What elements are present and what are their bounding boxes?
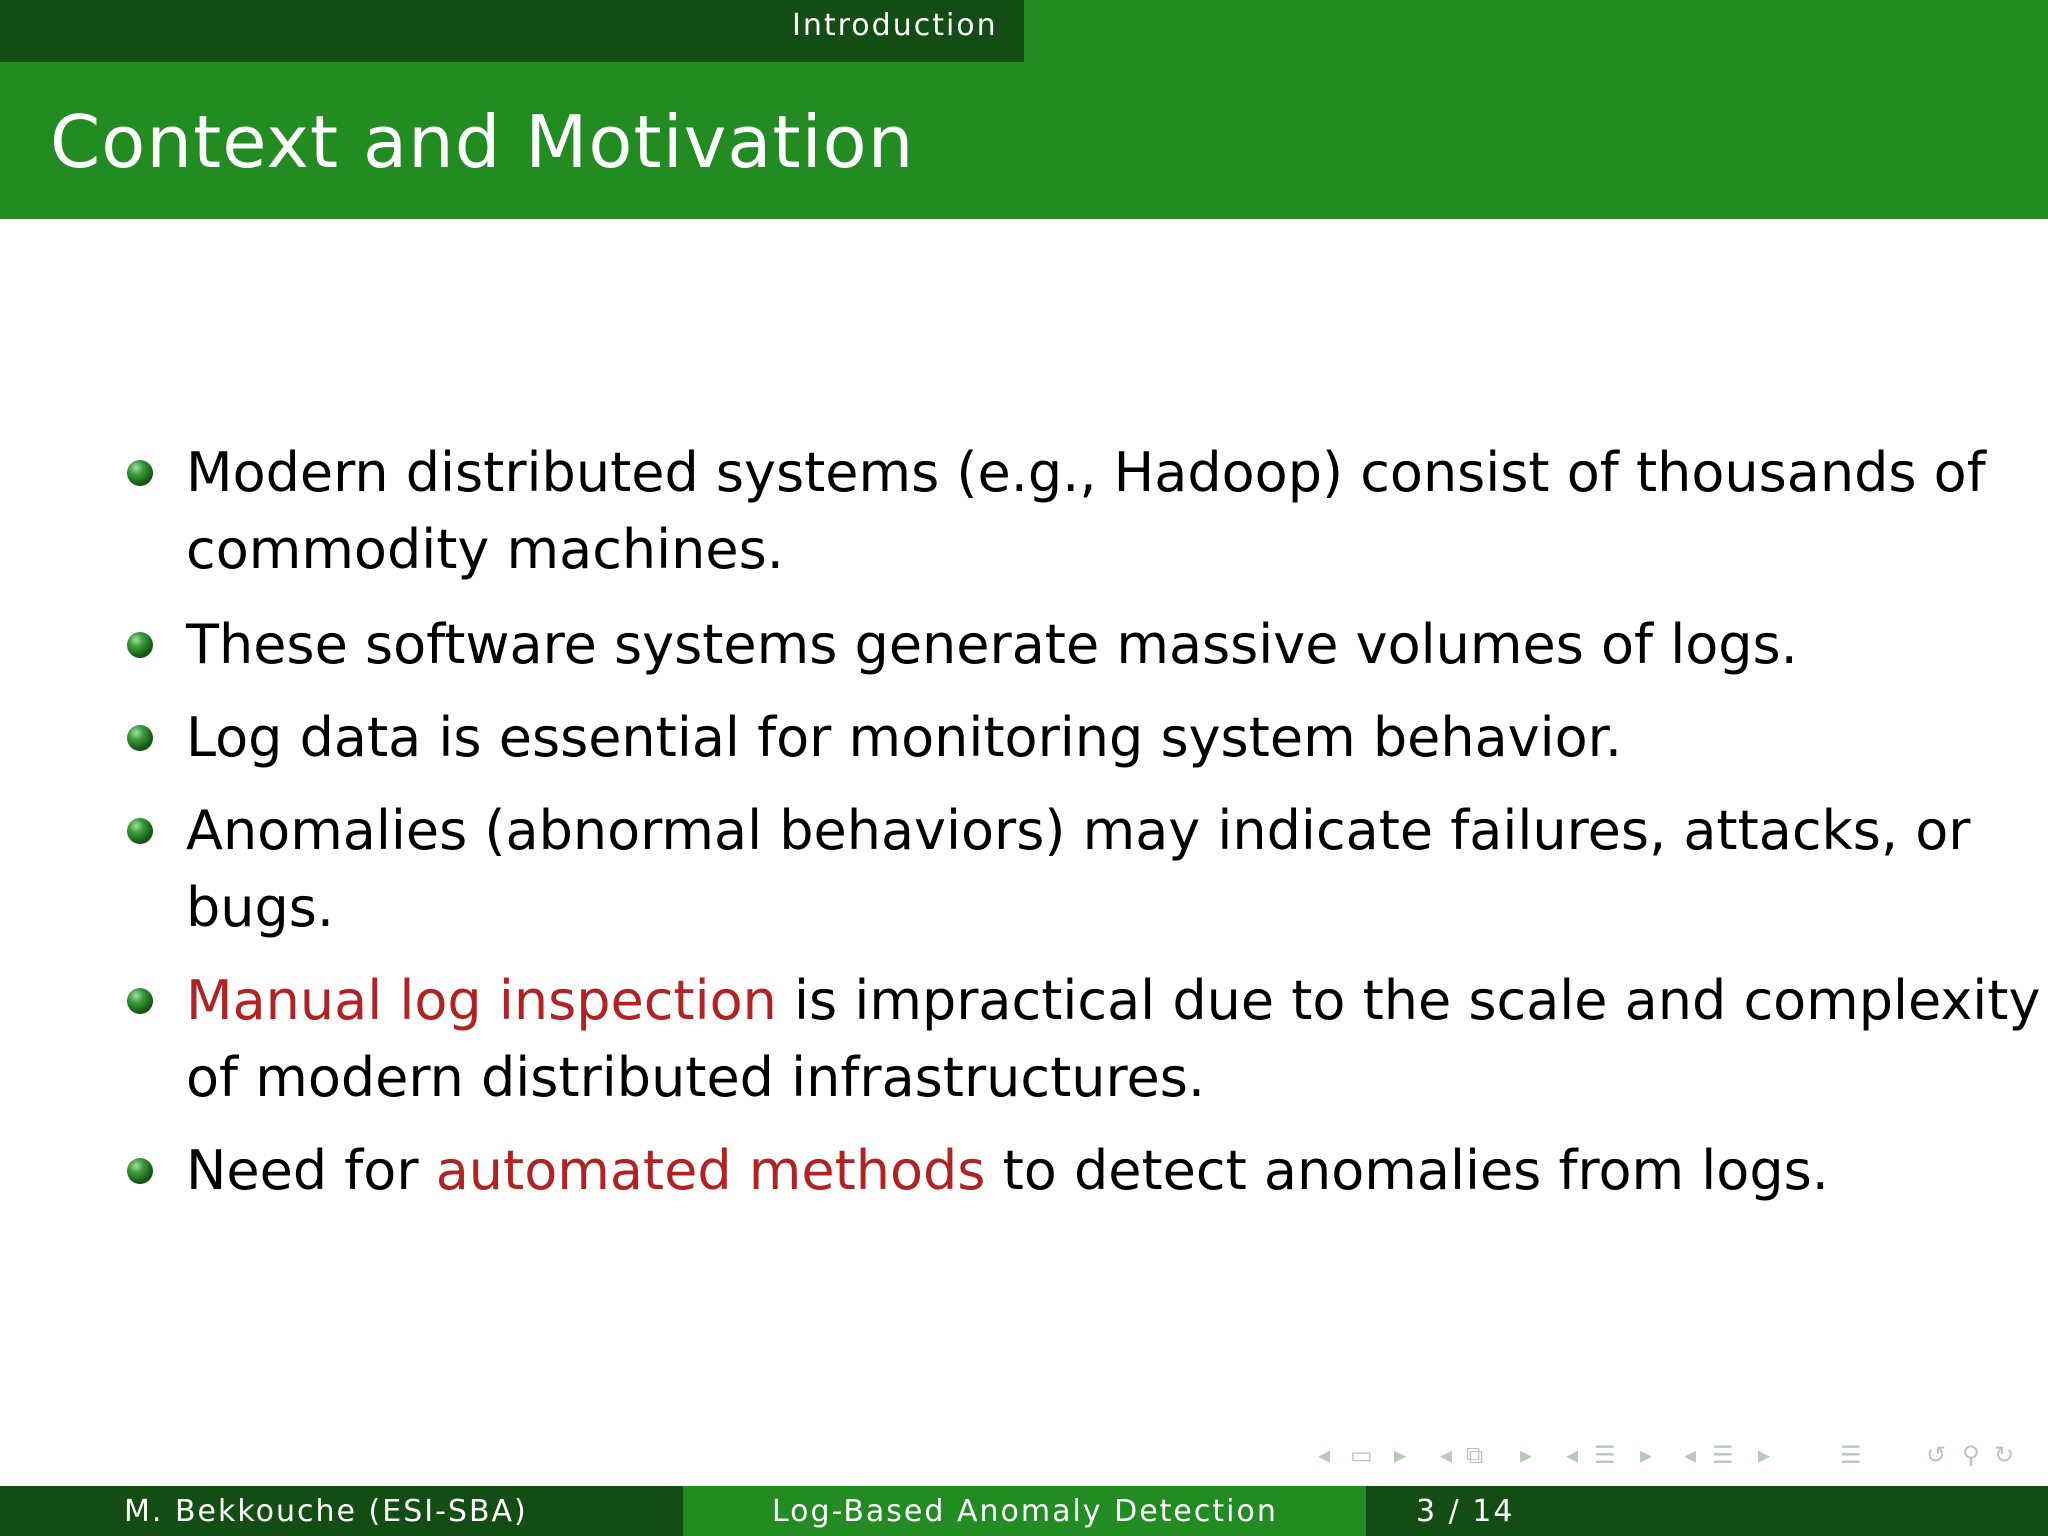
item-line: commodity machines.	[186, 518, 784, 581]
subsection-prev-icon[interactable]: ◂	[1566, 1441, 1579, 1469]
footer-page-box	[1366, 1486, 2048, 1536]
frame-next-icon[interactable]: ▸	[1520, 1441, 1533, 1469]
item-line: These software systems generate massive volumes of logs.	[186, 613, 1798, 676]
footer-title-box	[683, 1486, 1366, 1536]
bullet-icon	[127, 725, 153, 751]
bullet-icon	[127, 460, 153, 486]
slide-icon[interactable]: ▭	[1350, 1441, 1373, 1469]
page-number: 3 / 14	[1416, 1494, 1515, 1529]
subsection-icon[interactable]: ☰	[1594, 1441, 1616, 1469]
outline-icon[interactable]: ☰	[1840, 1441, 1862, 1469]
item-text	[186, 434, 1986, 588]
item-text	[186, 699, 1976, 776]
footline	[0, 1486, 2048, 1536]
item-text	[186, 792, 1976, 946]
footer-author: M. Bekkouche (ESI-SBA)	[124, 1494, 528, 1529]
bullet-icon	[127, 818, 153, 844]
section-prev-icon[interactable]: ◂	[1684, 1441, 1697, 1469]
frame-prev-icon[interactable]: ◂	[1440, 1441, 1453, 1469]
item-line	[186, 962, 2041, 1039]
section-next-icon[interactable]: ▸	[1758, 1441, 1771, 1469]
item-text-segment: is impractical due to the scale and complexity	[776, 969, 2041, 1032]
item-line: Log data is essential for monitoring system behavior.	[186, 706, 1623, 769]
item-line: of modern distributed infrastructures.	[186, 1046, 1206, 1109]
search-icon[interactable]: ⚲	[1962, 1441, 1980, 1469]
item-text	[186, 962, 2041, 1116]
item-line: Anomalies (abnormal behaviors) may indicate failures, attacks, or	[186, 799, 1971, 862]
slide-prev-icon[interactable]: ◂	[1318, 1441, 1331, 1469]
section-link[interactable]: Introduction	[792, 8, 998, 43]
frame-icon[interactable]: ⧉	[1466, 1441, 1484, 1469]
footer-title: Log-Based Anomaly Detection	[772, 1494, 1278, 1529]
undo-icon[interactable]: ↺	[1926, 1441, 1947, 1469]
section-nav[interactable]	[0, 0, 1024, 62]
bullet-icon	[127, 1158, 153, 1184]
highlight-text: Manual log inspection	[186, 969, 777, 1032]
section-icon[interactable]: ☰	[1712, 1441, 1734, 1469]
headline-bar	[0, 0, 2048, 62]
slide-next-icon[interactable]: ▸	[1394, 1441, 1407, 1469]
item-text-segment: to detect anomalies from logs.	[985, 1139, 1829, 1202]
bullet-icon	[127, 632, 153, 658]
subsection-next-icon[interactable]: ▸	[1640, 1441, 1653, 1469]
item-line: bugs.	[186, 876, 335, 939]
highlight-text: automated methods	[435, 1139, 986, 1202]
frame-title-bar	[0, 62, 2048, 219]
redo-icon[interactable]: ↻	[1994, 1441, 2015, 1469]
item-line	[186, 1132, 1976, 1209]
item-text	[186, 606, 1976, 683]
item-text	[186, 1132, 1976, 1209]
frame-title: Context and Motivation	[50, 100, 915, 184]
footer-author-box	[0, 1486, 683, 1536]
item-line: Modern distributed systems (e.g., Hadoop) consist of thousands of	[186, 441, 1986, 504]
navigation-symbols	[1310, 1438, 2030, 1472]
bullet-icon	[127, 988, 153, 1014]
item-text-segment: Need for	[186, 1139, 436, 1202]
